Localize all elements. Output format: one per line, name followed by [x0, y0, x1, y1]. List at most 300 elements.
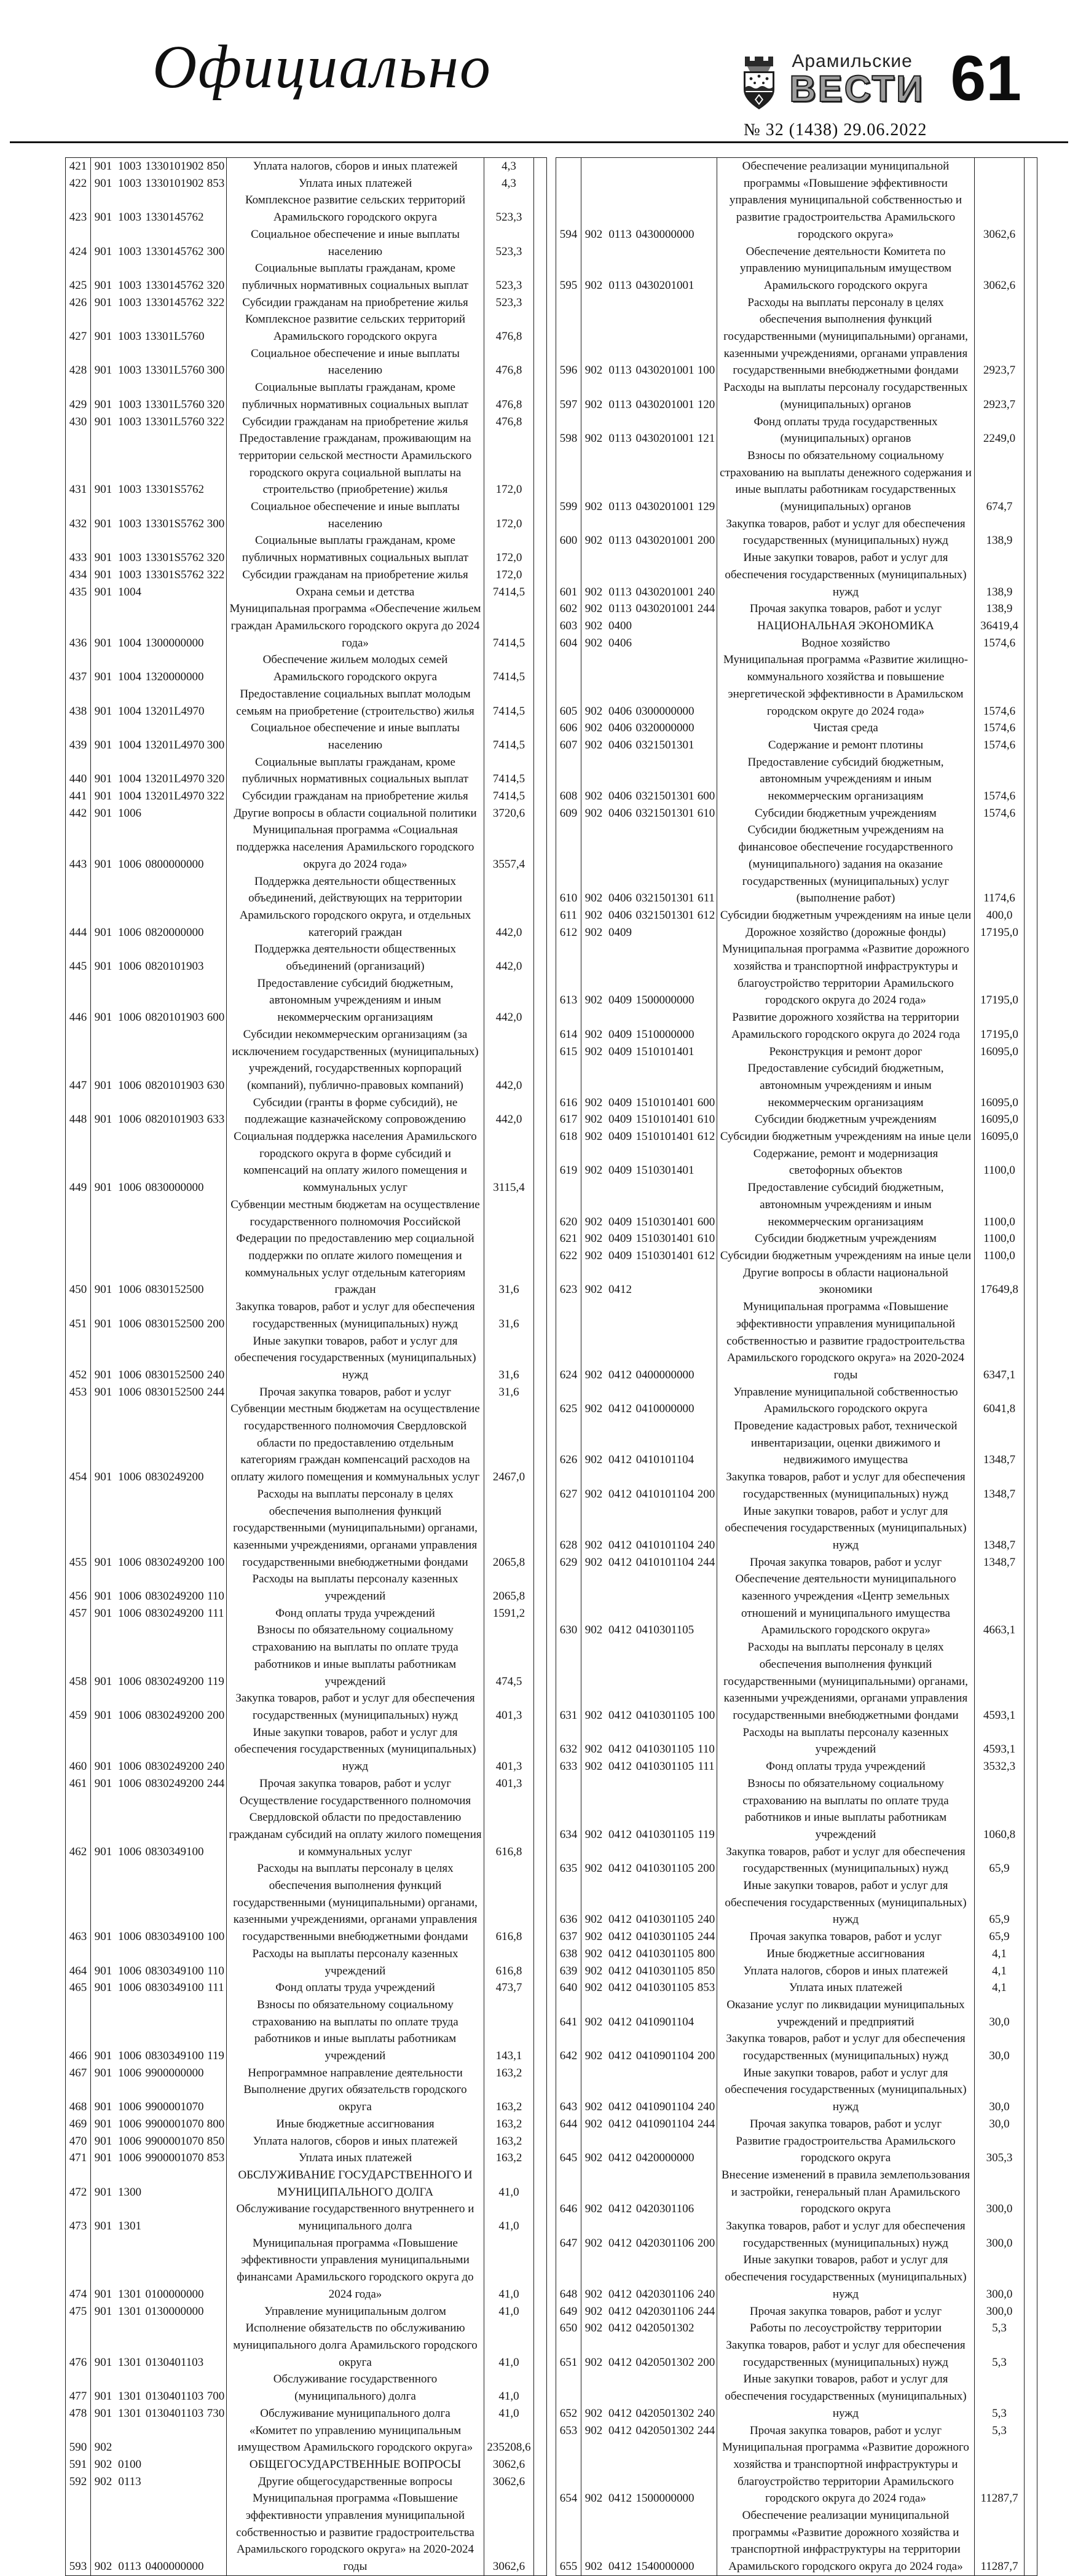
description-cell: Обслуживание муниципального долга	[227, 2405, 484, 2422]
masthead-name-label: ВЕСТИ	[789, 68, 925, 109]
amount-cell: 30,0	[975, 1997, 1025, 2030]
codes-cell	[581, 1043, 717, 1061]
empty-cell	[534, 2490, 546, 2575]
codes-cell	[581, 1111, 717, 1128]
codes-cell	[581, 1384, 717, 1418]
empty-cell	[534, 2303, 546, 2320]
empty-cell	[534, 584, 546, 601]
target-article-code: 0420301106	[635, 2202, 694, 2216]
table-row	[66, 175, 546, 192]
table-row	[66, 1026, 546, 1094]
description-cell: Расходы на выплаты персоналу казенных учреждений	[227, 1571, 484, 1604]
table-row	[556, 1554, 1037, 1571]
table-row	[66, 1605, 546, 1622]
row-number-cell: 439	[66, 720, 91, 753]
section-code: 1003	[118, 483, 141, 497]
grbs-code: 902	[584, 1402, 603, 1416]
description-cell: Прочая закупка товаров, работ и услуг	[717, 2303, 975, 2320]
row-number-cell: 425	[66, 260, 91, 294]
description-cell: Обеспечение деятельности муниципального казенного учреждения «Центр земельных отношений и муниципального имущества Арамильского городского округа»	[717, 1571, 975, 1639]
target-article-code: 1510301401	[635, 1215, 694, 1228]
amount-cell: 41,0	[484, 2371, 534, 2405]
row-number-cell: 450	[66, 1196, 91, 1298]
amount-cell: 172,0	[484, 430, 534, 498]
expense-type-code: 240	[207, 1368, 225, 1381]
section-code: 1003	[118, 296, 141, 309]
table-row	[66, 2065, 546, 2082]
table-row	[66, 1400, 546, 1486]
empty-cell	[534, 175, 546, 192]
target-article-code: 1500000000	[635, 994, 694, 1007]
target-article-code: 0410000000	[635, 1402, 694, 1416]
row-number-cell: 428	[66, 345, 91, 379]
grbs-code: 902	[584, 994, 603, 1007]
expense-type-code	[205, 192, 226, 226]
expense-type-code: 322	[207, 790, 225, 803]
row-number-cell: 620	[556, 1179, 581, 1230]
amount-cell: 16095,0	[975, 1111, 1025, 1128]
grbs-code: 901	[94, 330, 112, 344]
row-number-cell: 423	[66, 192, 91, 226]
codes-cell	[581, 1247, 717, 1265]
table-row	[66, 584, 546, 601]
empty-cell	[1025, 1060, 1037, 1111]
section-code: 1004	[118, 670, 141, 684]
expense-type-code: 630	[207, 1078, 225, 1092]
grbs-code: 901	[94, 364, 112, 377]
target-article-code: 0410901104	[635, 2015, 694, 2028]
empty-cell	[534, 1196, 546, 1298]
row-number-cell: 602	[556, 600, 581, 618]
expense-type-code	[696, 720, 717, 737]
target-article-code: 0830152500	[145, 1283, 204, 1297]
amount-cell: 1574,6	[975, 805, 1025, 822]
target-article-code	[144, 805, 205, 822]
table-row	[556, 379, 1037, 413]
codes-cell	[91, 1026, 227, 1094]
description-cell: Охрана семьи и детства	[227, 584, 484, 601]
table-row	[556, 2337, 1037, 2371]
expense-type-code: 240	[697, 2406, 715, 2420]
empty-cell	[1025, 737, 1037, 754]
section-code: 0409	[608, 1027, 632, 1041]
description-cell: Субсидии бюджетным учреждениям на иные цели	[717, 1247, 975, 1265]
empty-cell	[534, 975, 546, 1026]
target-article-code: 0830249200	[145, 1708, 204, 1722]
codes-cell	[91, 192, 227, 226]
grbs-code: 902	[584, 585, 603, 599]
section-code: 0412	[608, 2355, 632, 2369]
description-cell: Обслуживание государственного внутреннего и муниципального долга	[227, 2201, 484, 2234]
expense-type-code	[205, 2320, 226, 2371]
expense-type-code: 240	[697, 2287, 715, 2301]
section-code: 0113	[118, 2560, 141, 2574]
expense-type-code	[696, 1145, 717, 1179]
row-number-cell: 649	[556, 2303, 581, 2320]
section-code: 0412	[608, 1487, 632, 1501]
table-row	[66, 1860, 546, 1946]
target-article-code: 0410301105	[635, 1828, 694, 1841]
row-number-cell: 635	[556, 1844, 581, 1877]
budget-table-left-column	[65, 157, 547, 2576]
target-article-code: 0300000000	[635, 704, 694, 718]
empty-cell	[534, 2235, 546, 2303]
description-cell: Прочая закупка товаров, работ и услуг	[227, 1384, 484, 1401]
target-article-code: 0420301106	[635, 2304, 694, 2318]
amount-cell: 3062,6	[975, 158, 1025, 243]
empty-cell	[1025, 243, 1037, 294]
target-article-code: 0830249200	[145, 1555, 204, 1569]
row-number-cell: 603	[556, 618, 581, 635]
description-cell: Другие вопросы в области национальной экономики	[717, 1265, 975, 1298]
target-article-code: 0410301105	[635, 1760, 694, 1773]
target-article-code: 0420501302	[635, 2322, 694, 2335]
codes-cell	[581, 2218, 717, 2252]
codes-cell	[91, 1946, 227, 1979]
description-cell: Уплата налогов, сборов и иных платежей	[717, 1963, 975, 1980]
description-cell: Субсидии бюджетным учреждениям на иные цели	[717, 907, 975, 924]
grbs-code: 901	[94, 772, 112, 786]
description-cell: Обеспечение жильем молодых семей Арамильского городского округа	[227, 651, 484, 685]
section-code: 0113	[608, 585, 632, 599]
row-number-cell: 593	[66, 2490, 91, 2575]
section-code: 0412	[608, 2492, 632, 2505]
amount-cell: 31,6	[484, 1298, 534, 1332]
table-row	[66, 941, 546, 975]
empty-cell	[1025, 1009, 1037, 1043]
grbs-code: 902	[584, 2151, 603, 2165]
grbs-code: 902	[584, 1215, 603, 1228]
table-row	[66, 873, 546, 941]
grbs-code: 902	[584, 2015, 603, 2028]
empty-cell	[1025, 2371, 1037, 2422]
description-cell: Социальные выплаты гражданам, кроме публичных нормативных социальных выплат	[227, 754, 484, 788]
expense-type-code: 612	[697, 1249, 715, 1262]
table-row	[556, 1997, 1037, 2030]
expense-type-code: 610	[697, 1113, 715, 1126]
description-cell: Прочая закупка товаров, работ и услуг	[717, 1554, 975, 1571]
target-article-code: 1330145762	[145, 296, 204, 309]
row-number-cell: 592	[66, 2473, 91, 2491]
table-row	[66, 1946, 546, 1979]
amount-cell: 6347,1	[975, 1298, 1025, 1384]
row-number-cell: 630	[556, 1571, 581, 1639]
row-number-cell: 470	[66, 2133, 91, 2150]
empty-cell	[534, 2456, 546, 2473]
section-code: 0409	[608, 1232, 632, 1246]
description-cell: Внесение изменений в правила землепользования и застройки, генеральный план Арамильского городского округа	[717, 2167, 975, 2218]
codes-cell	[581, 1503, 717, 1554]
row-number-cell: 604	[556, 635, 581, 652]
section-code: 0409	[608, 1096, 632, 1109]
target-article-code	[144, 2422, 205, 2456]
grbs-code: 902	[584, 1743, 603, 1756]
grbs-code: 902	[584, 1708, 603, 1722]
grbs-code: 902	[584, 2304, 603, 2318]
description-cell: Дорожное хозяйство (дорожные фонды)	[717, 924, 975, 941]
table-row	[66, 532, 546, 566]
table-row	[556, 243, 1037, 294]
codes-cell	[91, 2081, 227, 2115]
grbs-code: 902	[584, 364, 603, 377]
section-code: 0412	[608, 1862, 632, 1875]
table-row	[66, 651, 546, 685]
section-code: 0100	[118, 2457, 141, 2471]
row-number-cell: 462	[66, 1793, 91, 1861]
table-row	[556, 1060, 1037, 1111]
grbs-code: 902	[584, 2100, 603, 2114]
target-article-code: 0320000000	[635, 721, 694, 735]
target-article-code: 0400000000	[145, 2560, 204, 2574]
section-code: 1301	[118, 2220, 141, 2233]
empty-cell	[534, 1946, 546, 1979]
codes-cell	[91, 1997, 227, 2065]
target-article-code: 0820000000	[145, 925, 204, 939]
section-code: 1006	[118, 2134, 141, 2148]
target-article-code: 0420301106	[635, 2236, 694, 2250]
amount-cell: 616,8	[484, 1793, 534, 1861]
description-cell: Субсидии бюджетным учреждениям	[717, 1111, 975, 1128]
codes-cell	[581, 737, 717, 754]
codes-cell	[581, 924, 717, 941]
row-number-cell: 634	[556, 1775, 581, 1844]
amount-cell: 31,6	[484, 1384, 534, 1401]
amount-cell: 1348,7	[975, 1418, 1025, 1469]
expense-type-code	[696, 1571, 717, 1639]
table-row	[556, 737, 1037, 754]
expense-type-code	[696, 635, 717, 652]
grbs-code: 902	[584, 278, 603, 292]
amount-cell: 523,3	[484, 260, 534, 294]
section-code: 1004	[118, 636, 141, 650]
table-row	[556, 805, 1037, 822]
target-article-code: 1510301401	[635, 1249, 694, 1262]
empty-cell	[1025, 158, 1037, 243]
table-row	[556, 1469, 1037, 1502]
section-code: 1003	[118, 330, 141, 344]
amount-cell: 442,0	[484, 1094, 534, 1128]
section-code: 0113	[608, 500, 632, 514]
target-article-code: 13301L5760	[144, 364, 205, 377]
empty-cell	[1025, 2422, 1037, 2440]
target-article-code: 1330101902	[145, 176, 204, 190]
row-number-cell: 653	[556, 2422, 581, 2440]
row-number-cell: 611	[556, 907, 581, 924]
target-article-code: 0410101104	[635, 1453, 694, 1467]
description-cell: Закупка товаров, работ и услуг для обеспечения государственных (муниципальных) нужд	[717, 1469, 975, 1502]
target-article-code: 0410901104	[635, 2117, 694, 2130]
row-number-cell: 633	[556, 1758, 581, 1775]
expense-type-code: 300	[207, 517, 225, 530]
row-number-cell: 625	[556, 1384, 581, 1418]
section-code: 1006	[118, 857, 141, 871]
row-number-cell: 638	[556, 1946, 581, 1963]
empty-cell	[1025, 1979, 1037, 1997]
target-article-code: 0830349100	[145, 2049, 204, 2063]
table-row	[66, 2235, 546, 2303]
section-code: 1006	[118, 1675, 141, 1688]
expense-type-code	[696, 2507, 717, 2575]
codes-cell	[91, 430, 227, 498]
empty-cell	[534, 2201, 546, 2234]
section-code: 1006	[118, 1590, 141, 1603]
target-article-code: 0830152500	[145, 1317, 204, 1330]
amount-cell: 1348,7	[975, 1554, 1025, 1571]
description-cell: Взносы по обязательному социальному страхованию на выплаты по оплате труда работников и иные выплаты работникам учреждений	[227, 1997, 484, 2065]
table-row	[66, 1333, 546, 1384]
expense-type-code: 320	[207, 278, 225, 292]
description-cell: Социальное обеспечение и иные выплаты населению	[227, 226, 484, 260]
codes-cell	[581, 1775, 717, 1844]
expense-type-code: 800	[697, 1947, 715, 1960]
expense-type-code: 600	[697, 790, 715, 803]
description-cell: Предоставление гражданам, проживающим на территории сельской местности Арамильского городского округа социальной выплаты на строительство (приобретение) жилья	[227, 430, 484, 498]
row-number-cell: 645	[556, 2133, 581, 2167]
empty-cell	[1025, 2030, 1037, 2064]
row-number-cell: 458	[66, 1622, 91, 1690]
description-cell: Другие общегосударственные вопросы	[227, 2473, 484, 2491]
table-row	[66, 1979, 546, 1997]
amount-cell: 3115,4	[484, 1128, 534, 1196]
description-cell: Расходы на выплаты персоналу государственных (муниципальных) органов	[717, 379, 975, 413]
empty-cell	[534, 822, 546, 873]
section-code: 0409	[608, 1130, 632, 1144]
codes-cell	[581, 243, 717, 294]
grbs-code: 901	[94, 1555, 112, 1569]
empty-cell	[534, 2473, 546, 2491]
expense-type-code: 240	[697, 1913, 715, 1926]
amount-cell: 442,0	[484, 1026, 534, 1094]
expense-type-code	[696, 1384, 717, 1418]
row-number-cell: 652	[556, 2371, 581, 2422]
amount-cell: 442,0	[484, 941, 534, 975]
grbs-code: 901	[94, 925, 112, 939]
codes-cell	[91, 1400, 227, 1486]
expense-type-code	[696, 1009, 717, 1043]
grbs-code: 901	[94, 2355, 112, 2369]
target-article-code: 0430000000	[635, 227, 694, 241]
grbs-code: 902	[584, 1538, 603, 1552]
section-code: 1006	[118, 1555, 141, 1569]
empty-cell	[534, 2371, 546, 2405]
description-cell: Обеспечение реализации муниципальной программы «Повышение эффективности управления муниципальной собственностью и развитие градостроительства Арамильского городского округа»	[717, 158, 975, 243]
codes-cell	[91, 1094, 227, 1128]
empty-cell	[1025, 941, 1037, 1009]
section-code: 0406	[608, 721, 632, 735]
amount-cell: 138,9	[975, 516, 1025, 549]
codes-cell	[91, 2422, 227, 2456]
table-row	[66, 2405, 546, 2422]
row-number-cell: 614	[556, 1009, 581, 1043]
grbs-code: 902	[584, 534, 603, 548]
empty-cell	[1025, 1298, 1037, 1384]
grbs-code: 902	[584, 721, 603, 735]
codes-cell	[581, 600, 717, 618]
empty-cell	[534, 805, 546, 822]
amount-cell: 3062,6	[484, 2490, 534, 2575]
amount-cell: 4,1	[975, 1979, 1025, 1997]
codes-cell	[581, 2320, 717, 2337]
empty-cell	[534, 260, 546, 294]
table-row	[556, 1230, 1037, 1247]
table-row	[556, 158, 1037, 243]
target-article-code: 0420501302	[635, 2406, 694, 2420]
amount-cell: 5,3	[975, 2371, 1025, 2422]
codes-cell	[91, 1979, 227, 1997]
description-cell: Субсидии бюджетным учреждениям	[717, 1230, 975, 1247]
expense-type-code: 111	[207, 1606, 224, 1620]
grbs-code: 901	[94, 278, 112, 292]
expense-type-code	[696, 2167, 717, 2218]
grbs-code: 902	[584, 1828, 603, 1841]
row-number-cell: 457	[66, 1605, 91, 1622]
table-row	[556, 941, 1037, 1009]
description-cell: Социальная поддержка населения Арамильского городского округа в форме субсидий и компенсаций на оплату жилого помещения и коммунальных услуг	[227, 1128, 484, 1196]
target-article-code: 1330145762	[145, 211, 204, 224]
expense-type-code	[205, 311, 226, 345]
description-cell: Расходы на выплаты персоналу в целях обеспечения выполнения функций государственными (муниципальными) органами, казенными учреждениями, органами управления государственными внебюджетными фондами	[227, 1860, 484, 1946]
table-row	[66, 600, 546, 651]
table-row	[66, 260, 546, 294]
codes-cell	[581, 2422, 717, 2440]
description-cell: НАЦИОНАЛЬНАЯ ЭКОНОМИКА	[717, 618, 975, 635]
table-row	[556, 2116, 1037, 2133]
section-code: 0409	[608, 994, 632, 1007]
amount-cell: 1100,0	[975, 1247, 1025, 1265]
section-code: 1006	[118, 1777, 141, 1790]
description-cell: Муниципальная программа «Повышение эффективности управления муниципальными финансами Арамильского городского округа до 2024 года»	[227, 2235, 484, 2303]
grbs-code: 901	[94, 1606, 112, 1620]
table-row	[556, 924, 1037, 941]
description-cell: Предоставление субсидий бюджетным, автономным учреждениям и иным некоммерческим организациям	[227, 975, 484, 1026]
description-cell: Фонд оплаты труда учреждений	[227, 1979, 484, 1997]
codes-cell	[91, 754, 227, 788]
empty-cell	[1025, 924, 1037, 941]
empty-cell	[1025, 720, 1037, 737]
codes-cell	[91, 975, 227, 1026]
row-number-cell: 438	[66, 686, 91, 720]
amount-cell: 16095,0	[975, 1043, 1025, 1061]
amount-cell: 523,3	[484, 294, 534, 312]
row-number-cell: 615	[556, 1043, 581, 1061]
description-cell: Иные закупки товаров, работ и услуг для обеспечения государственных (муниципальных) нужд	[717, 549, 975, 600]
amount-cell: 41,0	[484, 2405, 534, 2422]
empty-cell	[534, 1298, 546, 1332]
expense-type-code	[205, 2303, 226, 2320]
expense-type-code: 850	[207, 2134, 225, 2148]
grbs-code: 902	[584, 2117, 603, 2130]
description-cell: Выполнение других обязательств городского округа	[227, 2081, 484, 2115]
section-code: 0412	[608, 2236, 632, 2250]
codes-cell	[91, 2303, 227, 2320]
codes-cell	[581, 2337, 717, 2371]
description-cell: Муниципальная программа «Обеспечение жильем граждан Арамильского городского округа до 2024 года»	[227, 600, 484, 651]
empty-cell	[534, 1128, 546, 1196]
description-cell: Социальное обеспечение и иные выплаты населению	[227, 720, 484, 753]
target-article-code: 0830152500	[145, 1368, 204, 1381]
codes-cell	[91, 2405, 227, 2422]
grbs-code: 901	[94, 790, 112, 803]
expense-type-code	[205, 1128, 226, 1196]
expense-type-code	[696, 737, 717, 754]
row-number-cell: 466	[66, 1997, 91, 2065]
target-article-code: 0800000000	[145, 857, 204, 871]
table-row	[556, 447, 1037, 516]
expense-type-code: 100	[207, 1930, 225, 1944]
amount-cell: 16095,0	[975, 1128, 1025, 1145]
table-row	[556, 1503, 1037, 1554]
grbs-code: 902	[94, 2441, 112, 2454]
